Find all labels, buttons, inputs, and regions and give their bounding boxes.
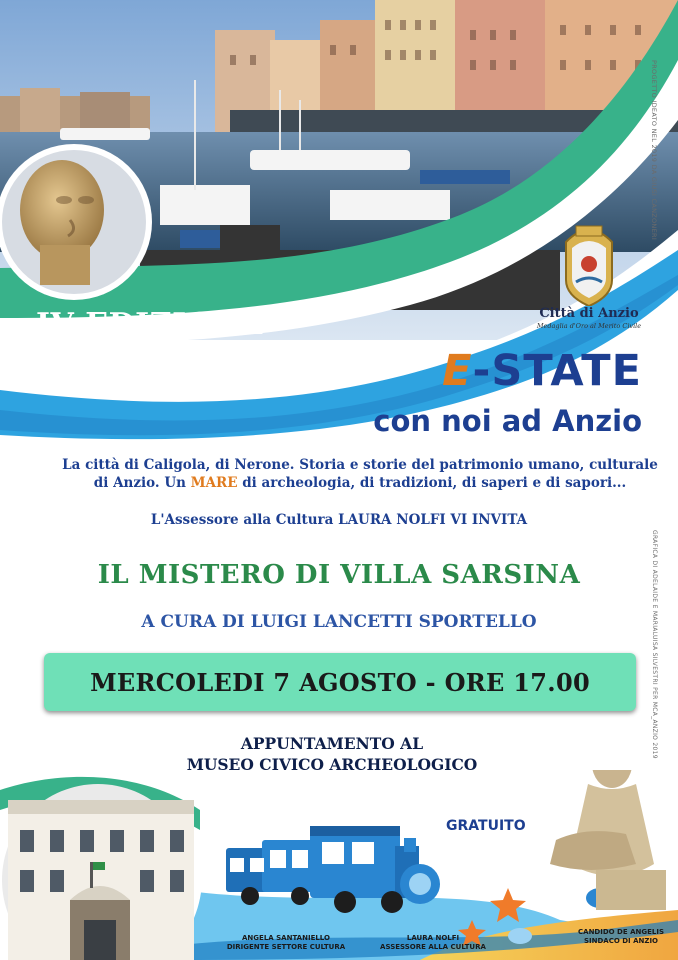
statue-image bbox=[550, 770, 666, 910]
signature-role: SINDACO DI ANZIO bbox=[583, 937, 659, 945]
meeting-line-2: MUSEO CIVICO ARCHEOLOGICO bbox=[186, 755, 478, 774]
shell-icon bbox=[508, 928, 532, 944]
invite-line: L'Assessore alla Cultura LAURA NOLFI VI INVITA bbox=[150, 512, 528, 528]
edition-line-1: IV EDIZIONE bbox=[36, 307, 265, 342]
signature-block bbox=[378, 934, 488, 952]
intro-part-2: di archeologia, di tradizioni, di saperi e di sapori... bbox=[237, 475, 627, 491]
city-name: Città di Anzio bbox=[539, 306, 639, 321]
event-curator: A CURA DI LUIGI LANCETTI SPORTELLO bbox=[141, 612, 537, 632]
signature-name: CANDIDO DE ANGELIS bbox=[578, 928, 664, 936]
intro-highlight: MARE bbox=[190, 475, 238, 491]
intro-text bbox=[60, 456, 660, 492]
price-label: GRATUITO bbox=[446, 818, 526, 834]
headline-rest: -STATE bbox=[472, 346, 642, 396]
signature-block bbox=[566, 928, 676, 946]
graphics-credit: GRAFICA DI ADELAIDE E MARIALUISA SILVESTRI PER MCA_ANZIO 2019 bbox=[651, 530, 658, 759]
signature-role: ASSESSORE ALLA CULTURA bbox=[380, 943, 486, 951]
meeting-place bbox=[150, 733, 514, 775]
headline-title bbox=[442, 346, 642, 396]
villa-building bbox=[8, 800, 194, 960]
event-date: MERCOLEDI 7 AGOSTO - ORE 17.00 bbox=[90, 667, 590, 697]
signature-name: ANGELA SANTANIELLO bbox=[242, 934, 330, 942]
meeting-line-1: APPUNTAMENTO AL bbox=[240, 734, 424, 753]
edition-line-2: 2019 bbox=[36, 345, 122, 380]
date-banner bbox=[44, 653, 636, 711]
intro-part-1: La città di Caligola, di Nerone. Storia e storie del patrimonio umano, culturale di Anzio. Un bbox=[62, 457, 658, 491]
signature-name: LAURA NOLFI bbox=[406, 934, 460, 942]
headline-subtitle: con noi ad Anzio bbox=[373, 404, 642, 438]
event-title: IL MISTERO DI VILLA SARSINA bbox=[97, 560, 581, 590]
city-coat-of-arms bbox=[556, 222, 622, 306]
project-credit: PROGETTO IDEATO NEL 2019 DA GIUSI CANZONERI bbox=[650, 60, 658, 241]
signature-block bbox=[224, 934, 348, 952]
edition-label bbox=[36, 306, 265, 382]
city-subtitle: Medaglia d'Oro al Merito Civile bbox=[536, 322, 642, 330]
headline-letter: E bbox=[442, 346, 473, 396]
signature-role: DIRIGENTE SETTORE CULTURA bbox=[226, 943, 346, 951]
